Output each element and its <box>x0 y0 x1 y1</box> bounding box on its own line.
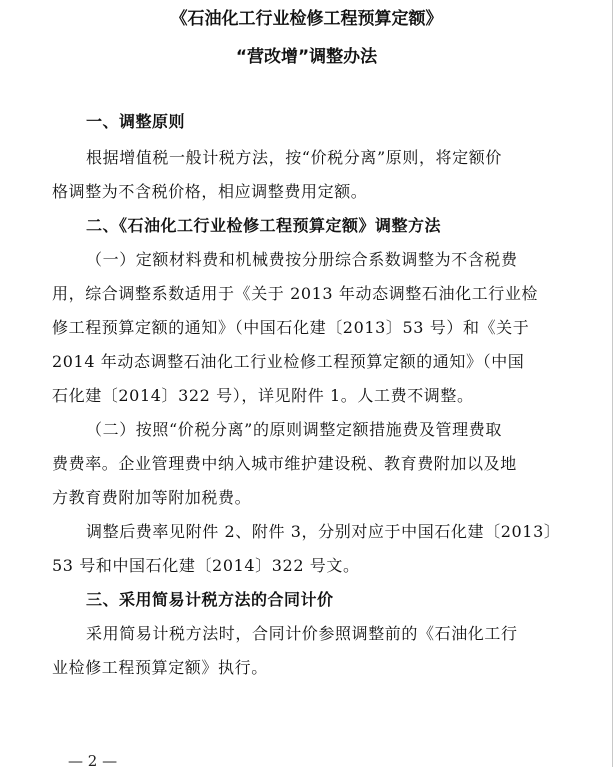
section-3-heading: 三、采用简易计税方法的合同计价 <box>86 590 334 609</box>
section-2-para-1-line-4: 2014 年动态调整石油化工行业检修工程预算定额的通知》（中国 <box>52 352 525 371</box>
section-2-para-3-line-2: 53 号和中国石化建〔2014〕322 号文。 <box>52 556 360 575</box>
section-2-para-1-line-1: （一）定额材料费和机械费按分册综合系数调整为不含税费 <box>86 250 518 269</box>
section-1-line-2: 格调整为不含税价格，相应调整费用定额。 <box>52 182 368 201</box>
section-2-para-1-line-2: 用，综合调整系数适用于《关于 2013 年动态调整石油化工行业检 <box>52 284 539 303</box>
page-number: — 2 — <box>68 752 118 770</box>
section-2-para-2-line-2: 费费率。企业管理费中纳入城市维护建设税、教育费附加以及地 <box>52 454 517 473</box>
document-title: 《石油化工行业检修工程预算定额》 <box>170 9 443 29</box>
document-subtitle: “营改增”调整办法 <box>235 47 378 67</box>
section-2-para-1-line-3: 修工程预算定额的通知》（中国石化建〔2013〕53 号）和《关于 <box>52 318 530 337</box>
section-2-para-1-line-5: 石化建〔2014〕322 号），详见附件 1。人工费不调整。 <box>52 386 474 405</box>
section-2-para-2-line-3: 方教育费附加等附加税费。 <box>52 488 252 507</box>
section-3-line-2: 业检修工程预算定额》执行。 <box>52 658 268 677</box>
section-2-para-3-line-1: 调整后费率见附件 2、附件 3，分别对应于中国石化建〔2013〕 <box>86 522 561 541</box>
section-2-para-2-line-1: （二）按照“价税分离”的原则调整定额措施费及管理费取 <box>86 420 502 439</box>
section-1-heading: 一、调整原则 <box>86 112 186 131</box>
section-3-line-1: 采用简易计税方法时，合同计价参照调整前的《石油化工行 <box>86 624 518 643</box>
section-1-line-1: 根据增值税一般计税方法，按“价税分离”原则，将定额价 <box>86 148 502 167</box>
section-2-heading: 二、《石油化工行业检修工程预算定额》调整方法 <box>86 216 442 235</box>
